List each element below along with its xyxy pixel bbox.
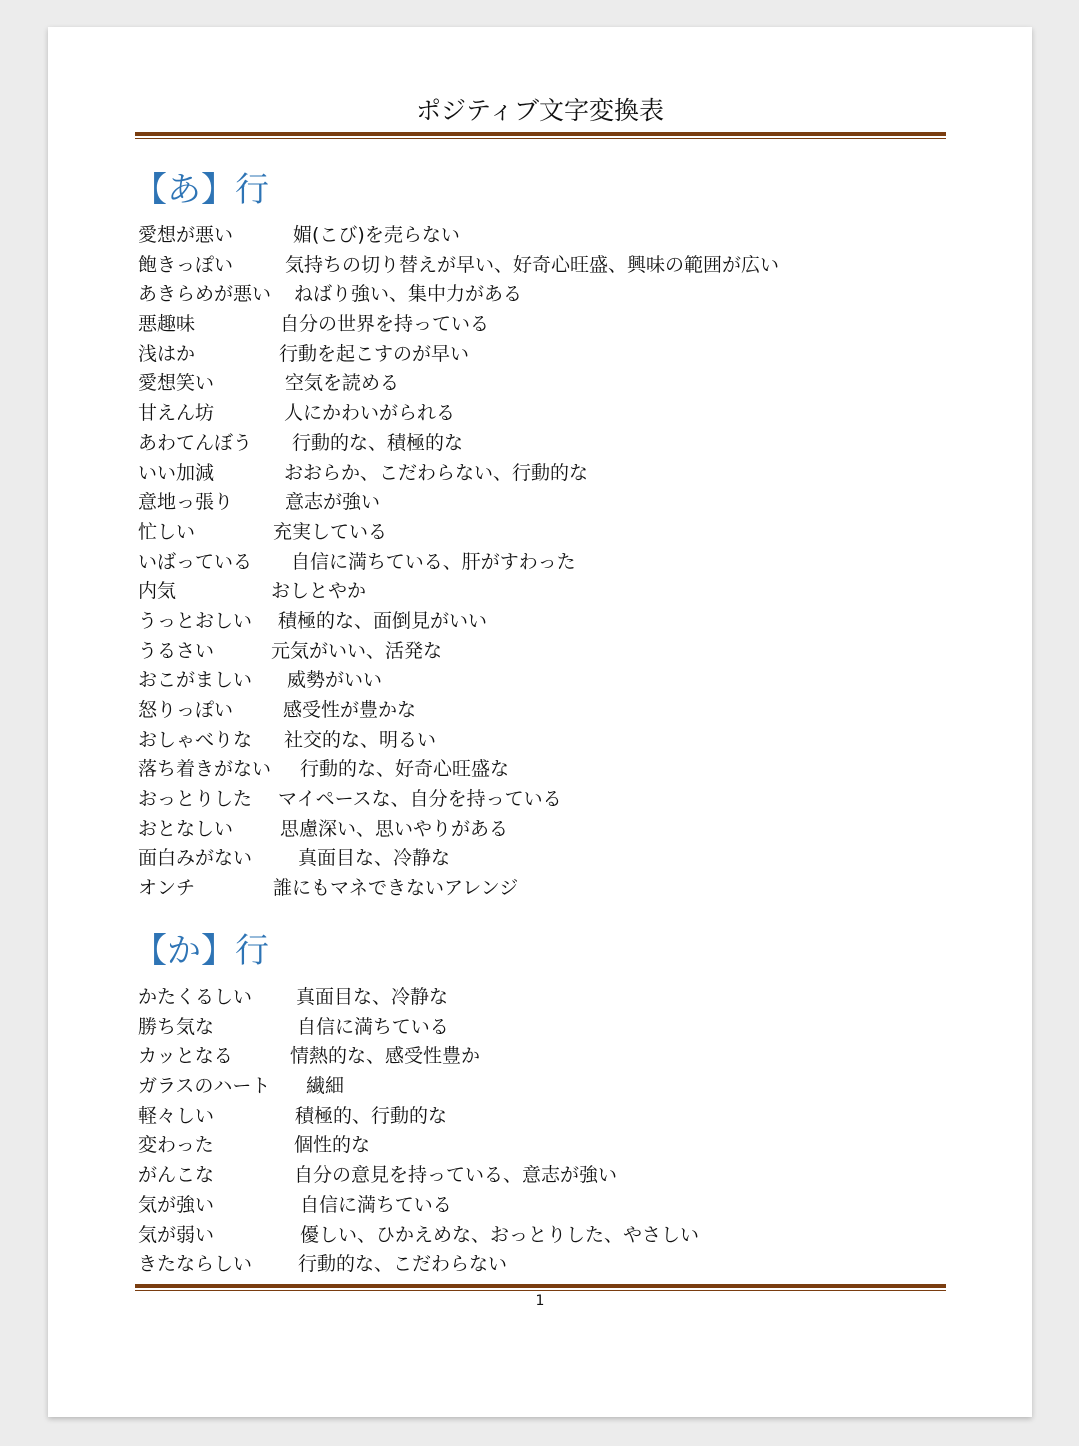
positive-term: 誰にもマネできないアレンジ xyxy=(273,877,519,900)
negative-term: 意地っ張り xyxy=(138,491,234,514)
entry-list-a xyxy=(138,221,938,904)
list-item xyxy=(138,399,938,429)
list-item xyxy=(138,844,938,874)
negative-term: あわてんぼう xyxy=(138,431,253,454)
positive-term: 行動的な、積極的な xyxy=(292,431,464,454)
negative-term: 愛想笑い xyxy=(138,372,215,395)
negative-term: 怒りっぽい xyxy=(138,699,234,721)
document-page xyxy=(48,27,1032,1417)
list-item xyxy=(138,874,938,904)
list-item xyxy=(138,221,938,251)
list-item xyxy=(138,488,938,518)
positive-term: ねばり強い、集中力がある xyxy=(294,283,523,306)
list-item xyxy=(138,577,938,607)
negative-term: 飽きっぽい xyxy=(138,253,234,276)
negative-term: おとなしい xyxy=(138,817,234,840)
list-item xyxy=(138,1161,938,1191)
positive-term: 社交的な、明るい xyxy=(284,728,437,751)
positive-term: 思慮深い、思いやりがある xyxy=(280,817,509,840)
positive-term: おしとやか xyxy=(271,580,367,603)
negative-term: がんこな xyxy=(138,1164,215,1187)
negative-term: おこがましい xyxy=(138,669,253,692)
positive-term: 積極的、行動的な xyxy=(295,1104,448,1127)
list-item xyxy=(138,755,938,785)
negative-term: カッとなる xyxy=(138,1045,233,1068)
positive-term: 自分の世界を持っている xyxy=(280,313,490,336)
positive-term: 行動を起こすのが早い xyxy=(279,342,470,365)
negative-term: 浅はか xyxy=(138,342,196,365)
positive-term: 情熱的な、感受性豊か xyxy=(290,1045,481,1068)
list-item xyxy=(138,548,938,578)
list-item xyxy=(138,1102,938,1132)
positive-term: 真面目な、冷静な xyxy=(298,847,451,870)
negative-term: 面白みがない xyxy=(138,847,253,870)
list-item xyxy=(138,607,938,637)
negative-term: あきらめが悪い xyxy=(138,283,272,306)
footer-rule xyxy=(135,1284,946,1291)
list-item xyxy=(138,815,938,845)
list-item xyxy=(138,310,938,340)
negative-term: うっとおしい xyxy=(138,609,253,632)
list-item xyxy=(138,369,938,399)
negative-term: うるさい xyxy=(138,639,215,662)
negative-term: 勝ち気な xyxy=(138,1015,215,1038)
list-item xyxy=(138,280,938,310)
positive-term: マイペースな、自分を持っている xyxy=(278,788,562,811)
list-item xyxy=(138,340,938,370)
positive-term: 人にかわいがられる xyxy=(284,402,456,425)
negative-term: きたならしい xyxy=(138,1253,253,1276)
list-item xyxy=(138,726,938,756)
negative-term: 悪趣味 xyxy=(138,313,196,336)
list-item xyxy=(138,637,938,667)
positive-term: 充実している xyxy=(273,520,388,543)
section-heading-a: 【あ】行 xyxy=(133,170,269,210)
positive-term: 気持ちの切り替えが早い、好奇心旺盛、興味の範囲が広い xyxy=(285,253,780,276)
positive-term: 自信に満ちている xyxy=(300,1193,452,1216)
negative-term: いばっている xyxy=(138,550,253,573)
negative-term: 気が強い xyxy=(138,1193,215,1216)
list-item xyxy=(138,1191,938,1221)
list-item xyxy=(138,696,938,726)
positive-term: 行動的な、好奇心旺盛な xyxy=(300,758,510,781)
negative-term: 変わった xyxy=(138,1134,214,1157)
positive-term: 個性的な xyxy=(294,1134,371,1157)
list-item xyxy=(138,1131,938,1161)
positive-term: 意志が強い xyxy=(285,491,381,514)
list-item xyxy=(138,429,938,459)
header-rule xyxy=(135,132,946,139)
list-item xyxy=(138,518,938,548)
entry-list-ka xyxy=(138,983,938,1280)
negative-term: おしゃべりな xyxy=(138,728,253,751)
page-title: ポジティブ文字変換表 xyxy=(415,96,664,125)
negative-term: 落ち着きがない xyxy=(138,758,272,781)
list-item xyxy=(138,1042,938,1072)
list-item xyxy=(138,251,938,281)
negative-term: 内気 xyxy=(138,580,177,603)
negative-term: 愛想が悪い xyxy=(138,224,234,246)
positive-term: 行動的な、こだわらない xyxy=(298,1253,508,1276)
positive-term: 威勢がいい xyxy=(287,669,383,692)
positive-term: 優しい、ひかえめな、おっとりした、やさしい xyxy=(300,1223,700,1246)
positive-term: 自信に満ちている、肝がすわった xyxy=(291,550,576,573)
negative-term: 忙しい xyxy=(138,520,196,543)
section-heading-ka: 【か】行 xyxy=(133,931,269,971)
positive-term: 真面目な、冷静な xyxy=(296,986,449,1008)
list-item xyxy=(138,459,938,489)
list-item xyxy=(138,666,938,696)
list-item xyxy=(138,983,938,1013)
page-number: 1 xyxy=(535,1293,545,1309)
positive-term: おおらか、こだわらない、行動的な xyxy=(284,461,589,484)
list-item xyxy=(138,1072,938,1102)
positive-term: 繊細 xyxy=(306,1075,345,1098)
positive-term: 感受性が豊かな xyxy=(283,699,417,721)
negative-term: オンチ xyxy=(138,877,196,900)
list-item xyxy=(138,1221,938,1251)
negative-term: かたくるしい xyxy=(138,986,253,1008)
positive-term: 自分の意見を持っている、意志が強い xyxy=(294,1164,618,1187)
negative-term: ガラスのハート xyxy=(138,1075,271,1098)
positive-term: 元気がいい、活発な xyxy=(271,639,443,662)
negative-term: 軽々しい xyxy=(138,1104,215,1127)
negative-term: いい加減 xyxy=(138,461,215,484)
positive-term: 空気を読める xyxy=(285,372,400,395)
negative-term: おっとりした xyxy=(138,788,253,811)
positive-term: 媚(こび)を売らない xyxy=(293,224,460,246)
negative-term: 気が弱い xyxy=(138,1223,215,1246)
list-item xyxy=(138,785,938,815)
list-item xyxy=(138,1250,938,1280)
positive-term: 自信に満ちている xyxy=(297,1015,449,1038)
positive-term: 積極的な、面倒見がいい xyxy=(278,609,488,632)
list-item xyxy=(138,1013,938,1043)
negative-term: 甘えん坊 xyxy=(138,402,215,425)
